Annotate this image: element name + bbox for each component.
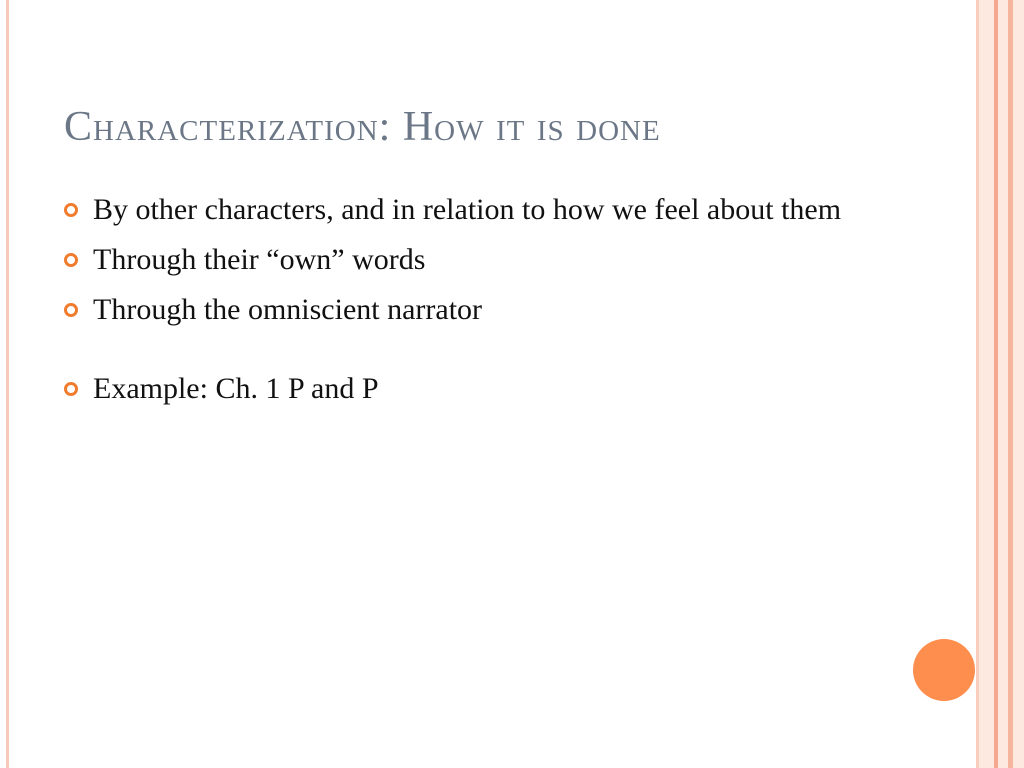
hollow-circle-bullet-icon	[64, 382, 78, 396]
bullet-item	[64, 369, 844, 408]
bullet-item	[64, 240, 844, 279]
right-decorative-stripes	[976, 0, 1024, 768]
bullet-item	[64, 290, 844, 329]
bullet-list	[64, 190, 844, 419]
hollow-circle-bullet-icon	[64, 203, 78, 217]
left-border-line	[6, 0, 9, 768]
bullet-text: Through the omniscient narrator	[93, 293, 483, 326]
bullet-text: By other characters, and in relation to how we feel about them	[93, 193, 842, 226]
stripe	[979, 0, 994, 768]
hollow-circle-bullet-icon	[64, 303, 78, 317]
stripe	[1013, 0, 1024, 768]
slide-title: Characterization: How it is done	[64, 104, 661, 150]
bullet-item	[64, 190, 844, 229]
bullet-text: Example: Ch. 1 P and P	[93, 372, 379, 405]
accent-circle-decoration	[913, 639, 975, 701]
stripe	[998, 0, 1008, 768]
hollow-circle-bullet-icon	[64, 253, 78, 267]
bullet-text: Through their “own” words	[93, 243, 426, 276]
